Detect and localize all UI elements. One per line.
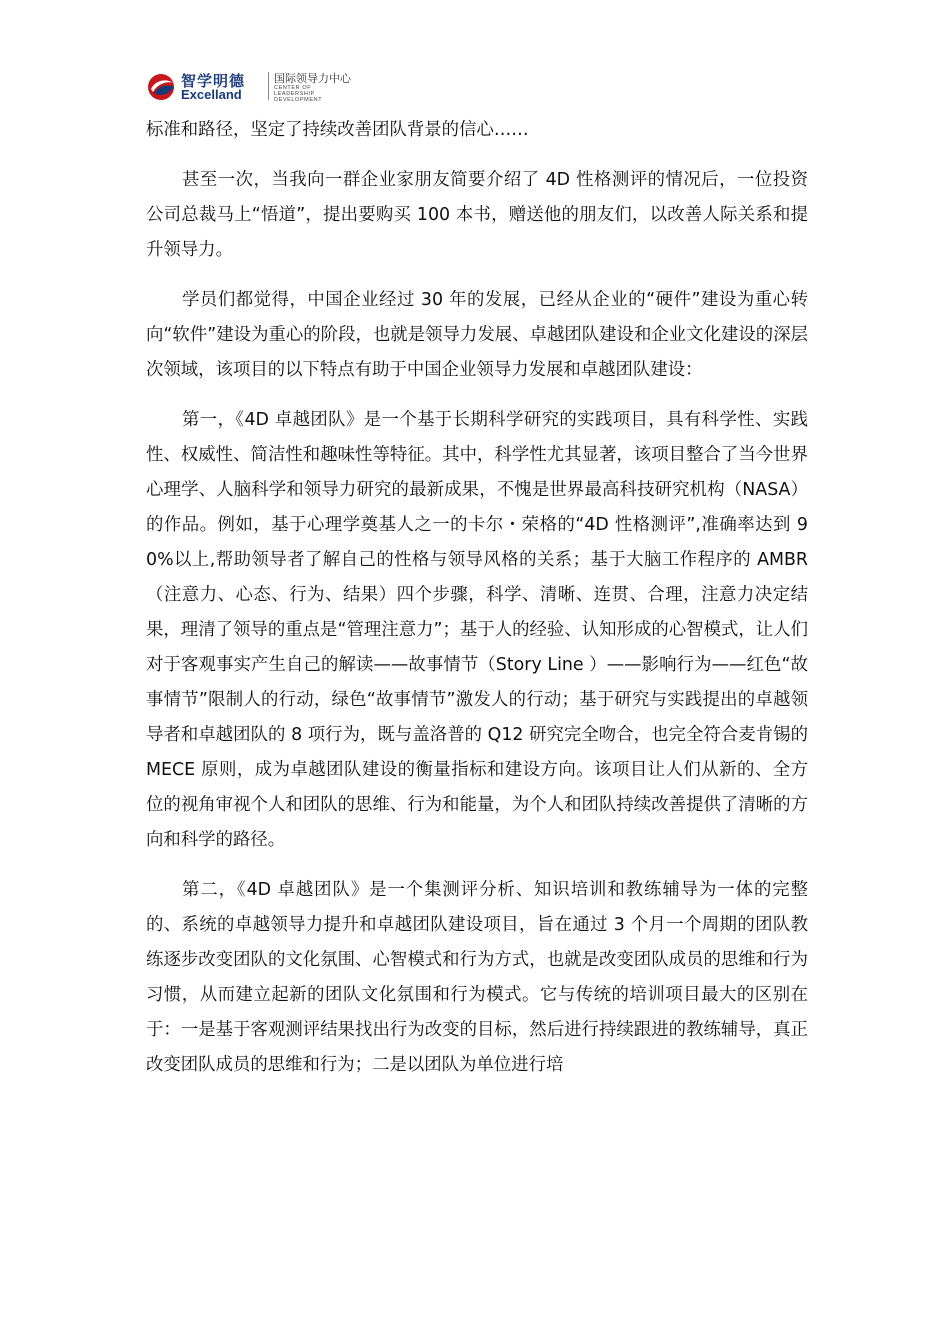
excelland-logo-icon (146, 72, 176, 102)
page-header (146, 70, 386, 104)
paragraph-entrepreneur-story: 甚至一次，当我向一群企业家朋友简要介绍了 4D 性格测评的情况后，一位投资公司总裁马上“悟道”，提出要购买 100 本书，赠送他的朋友们，以改善人际关系和提升领导力。 (146, 170, 808, 260)
center-chinese-name: 国际领导力中心 (274, 72, 351, 85)
paragraph-continuation: 标准和路径，坚定了持续改善团队背景的信心…… (146, 120, 529, 140)
paragraph-feature-one: 第一，《4D 卓越团队》是一个基于长期科学研究的实践项目，具有科学性、实践性、权威性、简洁性和趣味性等特征。其中，科学性尤其显著，该项目整合了当今世界心理学、人脑科学和领导力研究的最新成果，不愧是世界最高科技研究机构（NASA）的作品。例如，基于心理学奠基人之一的卡尔・荣格的“4D 性格测评”,准确率达到 90%以上,帮助领导者了解自己的性格与领导风格的关系；基于大脑工作程序的 AMBR（注意力、心态、行为、结果）四个步骤，科学、清晰、连贯、合理，注意力决定结果，理清了领导的重点是“管理注意力”；基于人的经验、认知形成的心智模式，让人们对于客观事实产生自己的解读——故事情节（Story Line ）——影响行为——红色“故事情节”限制人的行动，绿色“故事情节”激发人的行动；基于研究与实践提出的卓越领导者和卓越团队的 8 项行为，既与盖洛普的 Q12 研究完全吻合，也完全符合麦肯锡的 MECE 原则，成为卓越团队建设的衡量指标和建设方向。该项目让人们从新的、全方位的视角审视个人和团队的思维、行为和能量，为个人和团队持续改善提供了清晰的方向和科学的路径。 (146, 410, 808, 850)
paragraph-trainee-view: 学员们都觉得，中国企业经过 30 年的发展，已经从企业的“硬件”建设为重心转向“软件”建设为重心的阶段，也就是领导力发展、卓越团队建设和企业文化建设的深层次领域，该项目的以下特点有助于中国企业领导力发展和卓越团队建设： (146, 290, 808, 380)
logo-chinese-name: 智学明德 (181, 72, 246, 90)
paragraph-feature-two: 第二，《4D 卓越团队》是一个集测评分析、知识培训和教练辅导为一体的完整的、系统的卓越领导力提升和卓越团队建设项目，旨在通过 3 个月一个周期的团队教练逐步改变团队的文化氛围、心智模式和行为方式，也就是改变团队成员的思维和行为习惯，从而建立起新的团队文化氛围和行为模式。它与传统的培训项目最大的区别在于：一是基于客观测评结果找出行为改变的目标，然后进行持续跟进的教练辅导，真正改变团队成员的思维和行为；二是以团队为单位进行培 (146, 880, 808, 1075)
logo-divider (268, 72, 269, 100)
center-english-name: CENTER OF LEADERSHIP DEVELOPMENT (274, 85, 323, 103)
document-body (146, 113, 808, 1083)
logo-english-name: Excelland (181, 87, 242, 102)
